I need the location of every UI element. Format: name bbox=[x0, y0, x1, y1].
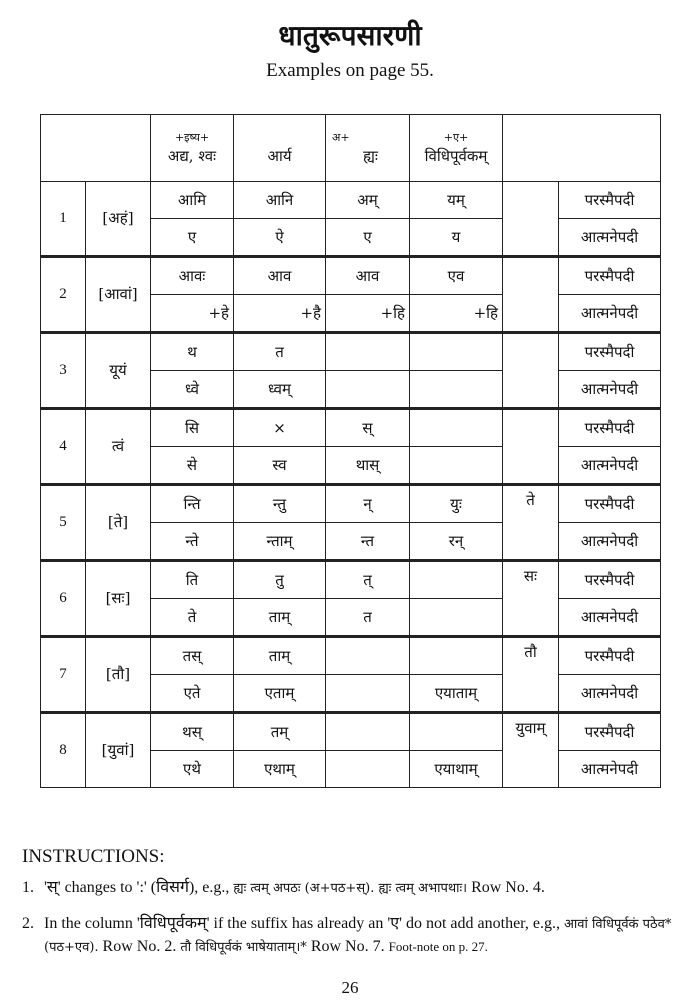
table-row bbox=[41, 409, 661, 447]
conjugation-table bbox=[40, 114, 661, 788]
cell-future-atmanepada: न्ते bbox=[151, 523, 234, 561]
cell-potential-parasmaipada bbox=[410, 333, 503, 371]
page-number: 26 bbox=[341, 978, 359, 997]
row-pronoun: त्वं bbox=[86, 409, 151, 485]
cell-potential-parasmaipada: एव bbox=[410, 257, 503, 295]
table-row bbox=[41, 713, 661, 751]
pada-label: परस्मैपदी bbox=[559, 409, 661, 447]
header-col-past-top: अ+ bbox=[332, 130, 350, 144]
header-col-past-bottom: ह्यः bbox=[363, 146, 378, 165]
cell-past-atmanepada: न्त bbox=[326, 523, 410, 561]
cell-future-atmanepada: ए bbox=[151, 219, 234, 257]
instruction-1-text-b: Row No. 4. bbox=[467, 879, 545, 896]
page-title: धातुरूपसारणी bbox=[278, 19, 422, 52]
cell-future-atmanepada: एथे bbox=[151, 751, 234, 788]
cell-pronoun-form bbox=[503, 409, 559, 485]
pada-label: परस्मैपदी bbox=[559, 561, 661, 599]
cell-future-parasmaipada: तस् bbox=[151, 637, 234, 675]
cell-potential-atmanepada: +हि bbox=[410, 295, 503, 333]
cell-imperative-atmanepada: एथाम् bbox=[234, 751, 326, 788]
cell-past-atmanepada: त bbox=[326, 599, 410, 637]
cell-past-parasmaipada bbox=[326, 333, 410, 371]
cell-future-parasmaipada: थस् bbox=[151, 713, 234, 751]
cell-pronoun-form bbox=[503, 182, 559, 257]
cell-potential-atmanepada: रन् bbox=[410, 523, 503, 561]
cell-future-atmanepada: से bbox=[151, 447, 234, 485]
pada-label: आत्मनेपदी bbox=[559, 219, 661, 257]
cell-potential-parasmaipada: युः bbox=[410, 485, 503, 523]
cell-pronoun-form bbox=[503, 333, 559, 409]
instruction-2-text-b: Row No. 2. bbox=[98, 938, 181, 956]
cell-potential-parasmaipada bbox=[410, 637, 503, 675]
header-col-potential-top: +ए+ bbox=[443, 130, 469, 144]
instruction-2-text-c: Row No. 7. bbox=[306, 938, 389, 956]
table-row bbox=[41, 637, 661, 675]
cell-future-parasmaipada: थ bbox=[151, 333, 234, 371]
cell-future-atmanepada: ते bbox=[151, 599, 234, 637]
cell-past-parasmaipada: त् bbox=[326, 561, 410, 599]
page-subtitle: Examples on page 55. bbox=[266, 60, 434, 81]
row-pronoun: [ते] bbox=[86, 485, 151, 561]
cell-pronoun-form: तौ bbox=[503, 637, 559, 713]
header-col-future bbox=[151, 115, 234, 182]
cell-imperative-atmanepada: स्व bbox=[234, 447, 326, 485]
pada-label: परस्मैपदी bbox=[559, 485, 661, 523]
row-number: 6 bbox=[41, 561, 86, 637]
cell-imperative-atmanepada: ऐ bbox=[234, 219, 326, 257]
cell-past-parasmaipada bbox=[326, 713, 410, 751]
cell-past-atmanepada: थास् bbox=[326, 447, 410, 485]
cell-potential-parasmaipada bbox=[410, 713, 503, 751]
cell-past-atmanepada bbox=[326, 371, 410, 409]
cell-past-atmanepada bbox=[326, 751, 410, 788]
cell-imperative-atmanepada: ध्वम् bbox=[234, 371, 326, 409]
cell-imperative-atmanepada: +है bbox=[234, 295, 326, 333]
row-number: 5 bbox=[41, 485, 86, 561]
cell-future-parasmaipada: न्ति bbox=[151, 485, 234, 523]
instruction-2-text-a: In the column 'विधिपूर्वकम्' if the suffix has already an 'ए' do not add another, e.g., bbox=[44, 915, 564, 932]
table-row bbox=[41, 182, 661, 219]
cell-imperative-parasmaipada: न्तु bbox=[234, 485, 326, 523]
cell-future-atmanepada: +हे bbox=[151, 295, 234, 333]
cell-potential-parasmaipada bbox=[410, 409, 503, 447]
header-col-imperative bbox=[234, 115, 326, 182]
pada-label: परस्मैपदी bbox=[559, 333, 661, 371]
cell-future-parasmaipada: आवः bbox=[151, 257, 234, 295]
instruction-1-text-a: 'स्' changes to ':' (विसर्ग), e.g., bbox=[44, 879, 234, 896]
pada-label: आत्मनेपदी bbox=[559, 523, 661, 561]
cell-pronoun-form: युवाम् bbox=[503, 713, 559, 788]
cell-potential-atmanepada bbox=[410, 371, 503, 409]
header-col-imperative-label: आर्य bbox=[267, 146, 292, 165]
instructions-title: INSTRUCTIONS: bbox=[22, 846, 165, 867]
pada-label: आत्मनेपदी bbox=[559, 751, 661, 788]
header-empty bbox=[503, 115, 661, 182]
cell-future-parasmaipada: आमि bbox=[151, 182, 234, 219]
header-corner bbox=[41, 115, 151, 182]
cell-past-atmanepada: ए bbox=[326, 219, 410, 257]
cell-future-atmanepada: एते bbox=[151, 675, 234, 713]
cell-pronoun-form: ते bbox=[503, 485, 559, 561]
cell-past-atmanepada: +हि bbox=[326, 295, 410, 333]
pada-label: परस्मैपदी bbox=[559, 182, 661, 219]
instruction-1-example: ह्यः त्वम् अपठः (अ+पठ+स्). ह्यः त्वम् अभापथाः। bbox=[233, 881, 468, 896]
instruction-1 bbox=[22, 876, 682, 899]
instruction-2 bbox=[22, 912, 696, 958]
header-col-future-top: +इष्य+ bbox=[174, 130, 210, 144]
row-number: 3 bbox=[41, 333, 86, 409]
cell-potential-parasmaipada: यम् bbox=[410, 182, 503, 219]
cell-imperative-parasmaipada: आव bbox=[234, 257, 326, 295]
cell-pronoun-form: सः bbox=[503, 561, 559, 637]
cell-imperative-atmanepada: एताम् bbox=[234, 675, 326, 713]
table-row bbox=[41, 333, 661, 371]
pada-label: आत्मनेपदी bbox=[559, 599, 661, 637]
table-row bbox=[41, 561, 661, 599]
row-number: 4 bbox=[41, 409, 86, 485]
instruction-2-footnote: Foot-note on p. 27. bbox=[388, 939, 488, 955]
cell-past-atmanepada bbox=[326, 675, 410, 713]
cell-potential-atmanepada: य bbox=[410, 219, 503, 257]
instruction-2-number: 2. bbox=[22, 915, 34, 932]
pada-label: आत्मनेपदी bbox=[559, 371, 661, 409]
cell-imperative-parasmaipada: ताम् bbox=[234, 637, 326, 675]
cell-past-parasmaipada: स् bbox=[326, 409, 410, 447]
cell-imperative-parasmaipada: त bbox=[234, 333, 326, 371]
pada-label: आत्मनेपदी bbox=[559, 295, 661, 333]
cell-imperative-parasmaipada: × bbox=[234, 409, 326, 447]
header-col-past bbox=[326, 115, 410, 182]
cell-imperative-parasmaipada: आनि bbox=[234, 182, 326, 219]
cell-imperative-atmanepada: न्ताम् bbox=[234, 523, 326, 561]
row-pronoun: [तौ] bbox=[86, 637, 151, 713]
cell-pronoun-form bbox=[503, 257, 559, 333]
cell-past-parasmaipada bbox=[326, 637, 410, 675]
instruction-2-example-2: तौ विधिपूर्वकं भाषेयाताम्।* bbox=[180, 940, 307, 956]
table-header-row bbox=[41, 115, 661, 182]
table-row bbox=[41, 485, 661, 523]
cell-potential-parasmaipada bbox=[410, 561, 503, 599]
row-pronoun: यूयं bbox=[86, 333, 151, 409]
row-number: 1 bbox=[41, 182, 86, 257]
cell-potential-atmanepada bbox=[410, 447, 503, 485]
cell-future-parasmaipada: सि bbox=[151, 409, 234, 447]
header-col-future-bottom: अद्य, श्वः bbox=[167, 146, 217, 165]
table-row bbox=[41, 257, 661, 295]
row-number: 7 bbox=[41, 637, 86, 713]
cell-imperative-parasmaipada: तु bbox=[234, 561, 326, 599]
cell-imperative-atmanepada: ताम् bbox=[234, 599, 326, 637]
pada-label: आत्मनेपदी bbox=[559, 675, 661, 713]
cell-potential-atmanepada: एयाथाम् bbox=[410, 751, 503, 788]
header-col-potential bbox=[410, 115, 503, 182]
cell-imperative-parasmaipada: तम् bbox=[234, 713, 326, 751]
cell-future-atmanepada: ध्वे bbox=[151, 371, 234, 409]
cell-potential-atmanepada bbox=[410, 599, 503, 637]
pada-label: परस्मैपदी bbox=[559, 257, 661, 295]
pada-label: आत्मनेपदी bbox=[559, 447, 661, 485]
row-pronoun: [सः] bbox=[86, 561, 151, 637]
header-col-potential-bottom: विधिपूर्वकम् bbox=[424, 146, 488, 165]
row-number: 2 bbox=[41, 257, 86, 333]
cell-past-parasmaipada: आव bbox=[326, 257, 410, 295]
cell-potential-atmanepada: एयाताम् bbox=[410, 675, 503, 713]
cell-past-parasmaipada: न् bbox=[326, 485, 410, 523]
row-pronoun: [आवां] bbox=[86, 257, 151, 333]
cell-past-parasmaipada: अम् bbox=[326, 182, 410, 219]
row-number: 8 bbox=[41, 713, 86, 788]
pada-label: परस्मैपदी bbox=[559, 637, 661, 675]
instruction-1-number: 1. bbox=[22, 879, 34, 896]
pada-label: परस्मैपदी bbox=[559, 713, 661, 751]
row-pronoun: [युवां] bbox=[86, 713, 151, 788]
row-pronoun: [अहं] bbox=[86, 182, 151, 257]
cell-future-parasmaipada: ति bbox=[151, 561, 234, 599]
instruction-2-example-1: आवां विधिपूर्वकं पठेव* (पठ+एव). bbox=[44, 917, 672, 956]
